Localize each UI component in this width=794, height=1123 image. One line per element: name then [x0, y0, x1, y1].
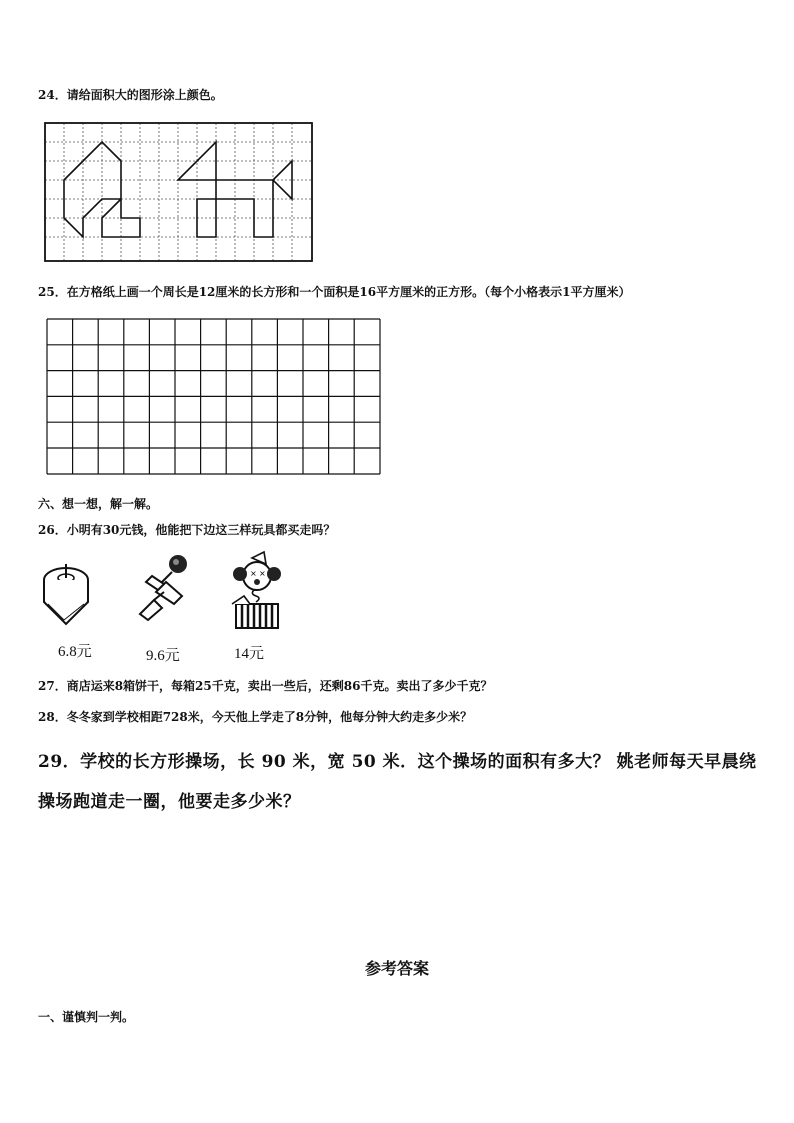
toy-price-1: 6.8元 — [58, 644, 92, 660]
toy-price-3: 14元 — [234, 646, 265, 662]
question-29: 29．学校的长方形操场，长 90 米，宽 50 米．这个操场的面积有多大？ 姚老师每天早晨绕操场跑道走一圈，他要走多少米？ — [38, 752, 757, 812]
question-25: 25．在方格纸上画一个周长是12厘米的长方形和一个面积是16平方厘米的正方形。（每个小格表示1平方厘米） — [38, 285, 631, 299]
answer-section-1: 一、谨慎判一判。 — [38, 1010, 135, 1024]
jack-in-the-box-icon — [222, 550, 292, 630]
spinning-top-icon — [36, 558, 106, 628]
question-27: 27．商店运来8箱饼干，每箱25千克，卖出一些后，还剩86千克。卖出了多少千克？ — [38, 679, 493, 693]
toy-airplane-icon — [130, 552, 200, 622]
question-28: 28．冬冬家到学校相距728米，今天他上学走了8分钟，他每分钟大约走多少米？ — [38, 710, 473, 724]
q24-grid-figure — [42, 120, 322, 265]
svg-text:×: × — [250, 569, 257, 578]
question-24: 24．请给面积大的图形涂上颜色。 — [38, 88, 223, 102]
svg-text:×: × — [259, 569, 266, 578]
question-26: 26．小明有30元钱，他能把下边这三样玩具都买走吗？ — [38, 523, 336, 537]
q25-square-grid[interactable] — [46, 318, 386, 478]
section-6-heading: 六、想一想，解一解。 — [38, 497, 159, 511]
answer-key-title: 参考答案 — [364, 959, 429, 978]
toy-price-2: 9.6元 — [146, 648, 180, 664]
